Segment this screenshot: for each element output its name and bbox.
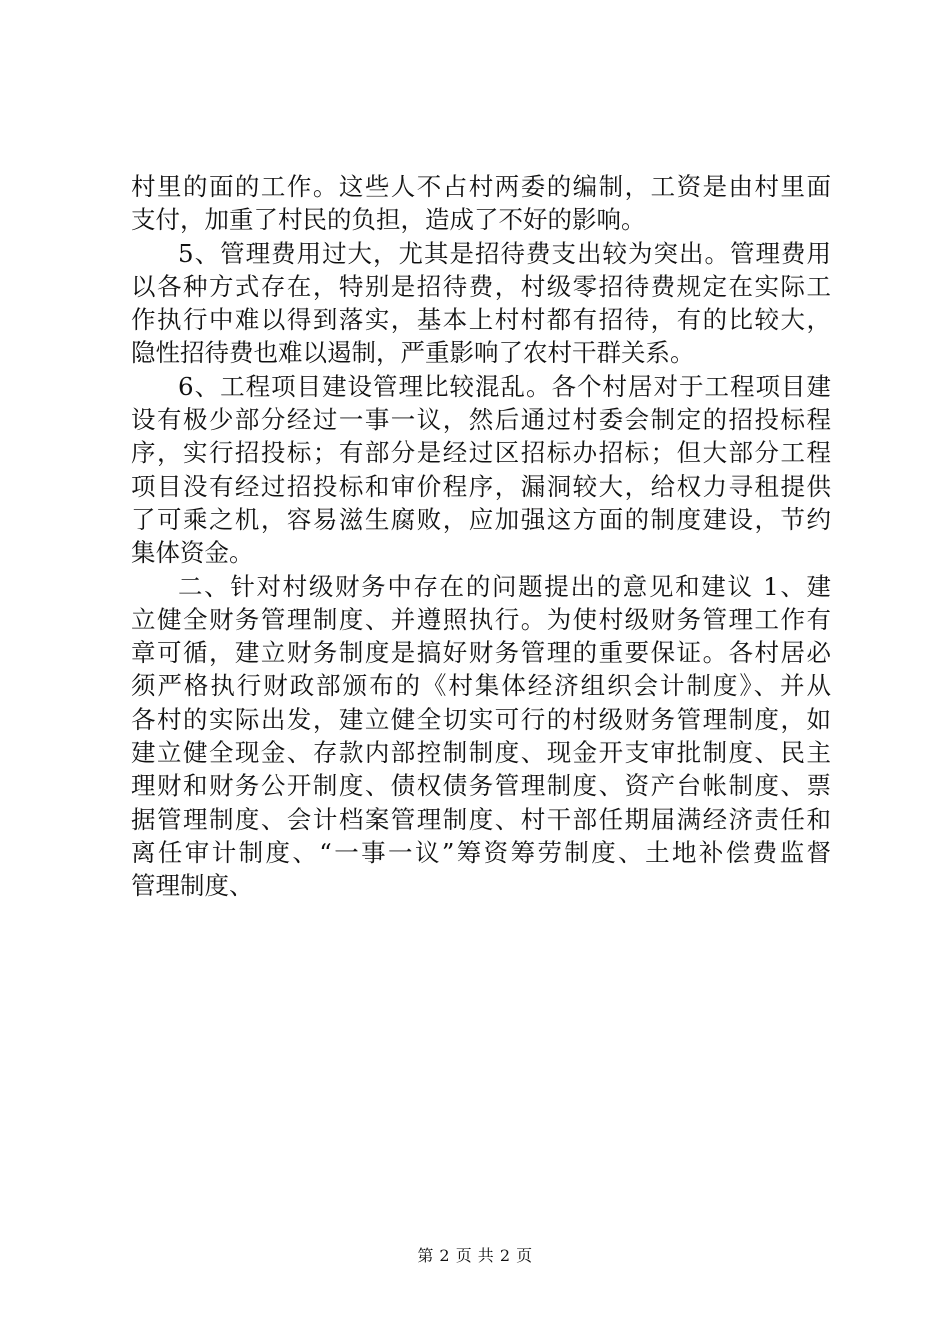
text-line: 各村的实际出发，建立健全切实可行的村级财务管理制度，如 — [131, 704, 831, 734]
text-line: 据管理制度、会计档案管理制度、村干部任期届满经济责任和 — [131, 804, 831, 834]
text-line: 理财和财务公开制度、债权债务管理制度、资产台帐制度、票 — [131, 771, 831, 801]
text-line: 序，实行招投标；有部分是经过区招标办招标；但大部分工程 — [131, 438, 831, 468]
text-line: 支付，加重了村民的负担，造成了不好的影响。 — [131, 205, 646, 235]
page-number-footer: 第 2 页 共 2 页 — [417, 1246, 533, 1265]
text-line: 章可循，建立财务制度是搞好财务管理的重要保证。各村居必 — [131, 638, 831, 668]
paragraph-start-line: 5、管理费用过大，尤其是招待费支出较为突出。管理费用 — [178, 238, 831, 268]
text-line: 作执行中难以得到落实，基本上村村都有招待，有的比较大， — [131, 305, 831, 335]
text-line: 设有极少部分经过一事一议，然后通过村委会制定的招投标程 — [131, 405, 831, 435]
text-line: 管理制度、 — [131, 871, 254, 901]
text-line: 以各种方式存在，特别是招待费，村级零招待费规定在实际工 — [131, 271, 831, 301]
text-line: 集体资金。 — [131, 538, 254, 568]
text-line: 离任审计制度、“一事一议”筹资筹劳制度、土地补偿费监督 — [131, 837, 831, 867]
text-line: 须严格执行财政部颁布的《村集体经济组织会计制度》、并从 — [131, 671, 831, 701]
text-line: 隐性招待费也难以遏制，严重影响了农村干群关系。 — [131, 338, 695, 368]
text-line: 村里的面的工作。这些人不占村两委的编制，工资是由村里面 — [131, 172, 831, 201]
text-line: 建立健全现金、存款内部控制制度、现金开支审批制度、民主 — [131, 738, 831, 768]
text-line: 立健全财务管理制度、并遵照执行。为使村级财务管理工作有 — [131, 604, 831, 634]
document-body — [131, 170, 831, 903]
paragraph-start-line: 二、针对村级财务中存在的问题提出的意见和建议 1、建 — [178, 571, 831, 601]
text-line: 项目没有经过招投标和审价程序，漏洞较大，给权力寻租提供 — [131, 471, 831, 501]
paragraph-start-line: 6、工程项目建设管理比较混乱。各个村居对于工程项目建 — [178, 371, 831, 401]
text-line: 了可乘之机，容易滋生腐败，应加强这方面的制度建设，节约 — [131, 504, 831, 534]
